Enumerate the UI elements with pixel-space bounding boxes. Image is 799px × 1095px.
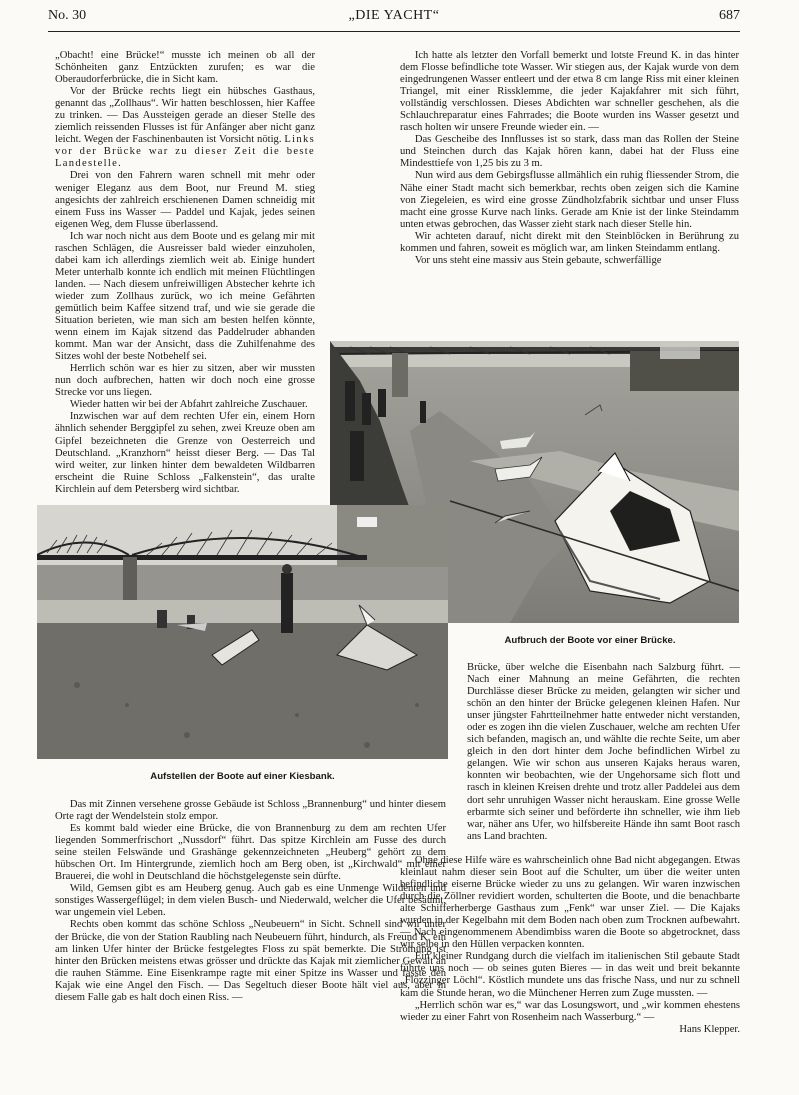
- caption-boats-gravel: Aufstellen der Boote auf einer Kiesbank.: [150, 771, 335, 782]
- spaced-text: Links vor der Brücke war zu dieser Zeit die beste Landestelle.: [55, 134, 316, 170]
- paragraph: Vor uns steht eine massiv aus Stein gebaute, schwerfällige: [414, 254, 662, 266]
- paragraph: Brücke, über welche die Eisenbahn nach Salzburg führt. — Nach einer Mahnung an meine Gefährten, die rechten Durchlässe dieser Brücke zu meiden, gelangten wir sicher und schön an den hinter der Brücke gelegenen kleinen Hafen. Nur unser jüngster Fahrtteilnehmer hatte entweder nicht verstanden, oder es zogen ihn die vielen Zuschauer, welche am rechten Ufer sich befanden, magisch an, und wählte die rechte Seite, um aber gleich in den dort hinter dem Joche befindlichen Wirbel zu gelangen. Wie wir schon aus unseren Kajaks heraus waren, konnten wir beobachten, wie der Ungehorsame sich flott und rasch in kleinen Kreisen drehte und trotz aller Paddelei aus dem dort sehr unruhigen Wasser nicht herauskam. Eine grosse Welle erbarmte sich seiner und beförderte ihn schneller, wie ihm lieb war, näher ans Ufer, wo hilfsbereite Hände ihn samt Boot rasch ans Land brachten.: [467, 662, 740, 842]
- paragraph: Drei von den Fahrern waren schnell mit mehr oder weniger Eleganz aus dem Boot, nur Freund M. stieg angesichts der zahlreich erschienenen Damen schneidig mit einem Fuss ins Wasser — Paddel und Kajak, jedes seinen eigenen Weg, dem Flusse überlassend.: [55, 170, 315, 230]
- paragraph: Das mit Zinnen versehene grosse Gebäude ist Schloss „Brannenburg“ und hinter diesem Orte ragt der Wendelstein stolz empor.: [55, 799, 446, 823]
- paragraph: „Herrlich schön war es,“ war das Losungswort, und „wir kommen ehestens wieder zu einer Fahrt von Rosenheim nach Wasserburg.“ —: [400, 999, 740, 1023]
- header-rule: [48, 31, 740, 32]
- author-signature: Hans Klepper.: [679, 1023, 740, 1035]
- caption-boats-departing: Aufbruch der Boote vor einer Brücke.: [504, 635, 676, 646]
- paragraph: Ein kleiner Rundgang durch die vielfach im italienischen Stil gebaute Stadt führte uns noch — ob seines guten Bieres — in das weit und breit bekannte „Flözzinger Löchl“. Köstlich mundete uns das frische Nass, und nur zu schnell kam die Stunde heran, wo die Münchener Herren zum Zuge mussten. —: [400, 951, 740, 999]
- photo-boats-gravel-bank: [37, 505, 448, 759]
- paragraph: Ich hatte als letzter den Vorfall bemerkt und lotste Freund K. in das hinter dem Flosse befindliche tote Wasser. Wir stiegen aus, der Kajak wurde von dem eingedrungenen Wasser entleert und der etwa 8 cm lange Riss mit einer kleinen Triangel, mit einer Rissklemme, die jeder Kajakfahrer mit sich führt, vollständig verschlossen. Dieses Abdichten war schneller geschehen, als die Schlauchreparatur eines Fahrrades; die Boote wurden ins Wasser gesetzt und rasch holten wir unsere Freunde wieder ein. —: [400, 50, 739, 134]
- photo-illustration: [37, 505, 448, 759]
- paragraph: Wild, Gemsen gibt es am Heuberg genug. Auch gab es eine Unmenge Wildenten und sonstiges Wassergeflügel; in dem vielen Busch- und Niederwald, welcher die Ufer besäumt, war ungemein viel Leben.: [55, 883, 446, 919]
- paragraph: Herrlich schön war es hier zu sitzen, aber wir mussten nun doch aufbrechen, hatten wir doch noch eine grosse Strecke vor uns liegen.: [55, 363, 315, 399]
- paragraph: Wieder hatten wir bei der Abfahrt zahlreiche Zuschauer.: [69, 399, 308, 411]
- paragraph: Rechts oben kommt das schöne Schloss „Neubeuern“ in Sicht. Schnell sind wir unter der Brücke, die von der Station Raubling nach Neubeuern führt, hindurch, als Freund K. ein am linken Ufer hinter der Brücke festgelegtes Floss zu spät bemerkte. Die Strömung ist hinter den Brücken meistens etwas grösser und drückte das Kajak mit ziemlicher Gewalt an die rauhen Stämme. Eine Eisenkrampe ragte mit einer Spitze ins Wasser und fasste den Kajak wie eine Angel den Fisch. — Das Segeltuch dieser Boote hält viel aus, aber in diesem Falle gab es halt doch einen Riss. —: [55, 919, 446, 1003]
- paragraph: Nun wird aus dem Gebirgsflusse allmählich ein ruhig fliessender Strom, die Nähe einer Stadt macht sich bemerkbar, rechts oben zeigen sich die Kamine von Ziegeleien, es wird eine grosse Zündholzfabrik sichtbar und unser Fluss macht eine grosse Kurve nach links. Gerade am Knie ist der linke Steindamm unten etwas gebrochen, das Wasser zieht stark nach dieser Stelle hin.: [400, 170, 739, 230]
- issue-number: No. 30: [48, 8, 87, 23]
- paragraph: Ich war noch nicht aus dem Boote und es gelang mir mit raschen Schlägen, die Ausreisser bald wieder einzuholen, dabei kam ich allerdings ziemlich weit ab. Einige hundert Meter unterhalb konnte ich endlich mit meinen Flüchtlingen landen. — Nach diesem unfreiwilligen Abstecher kehrte ich wieder zum Zollhaus zurück, wo ich meine Gefährten gemütlich beim Kaffee sitzend traf, und wie sie gerade die Situation berieten, wie man sich am besten helfen könnte, wenn einem im Kajak sitzend das Paddelruder abhanden kommt. Man war der Ansicht, dass die Zuhilfenahme des Sitzes wohl der beste Notbehelf sei.: [55, 230, 315, 363]
- right-column-top: [400, 50, 739, 267]
- paragraph: [55, 86, 315, 170]
- paragraph: Es kommt bald wieder eine Brücke, die von Brannenburg zu dem am rechten Ufer liegenden Sommerfrischort „Nussdorf“ führt. Das spitze Kirchlein am Fusse des durch seine steilen Felswände und Grashänge gekennzeichneten „Heuberg“ gehört zu dem hübschen Ort. Im Hintergrunde, ziemlich hoch am Berg oben, ist „Kirchwald“ mit einer Brauerei, die wohl in Deutschland die höchstgelegenste sein dürfte.: [55, 823, 446, 883]
- paragraph: Wir achteten darauf, nicht direkt mit den Steinblöcken in Berührung zu kommen und fahren, soweit es möglich war, am linken Steindamm entlang.: [400, 230, 739, 254]
- journal-title: „DIE YACHT“: [348, 8, 440, 23]
- page-header: [48, 8, 740, 30]
- paragraph: Das Gescheibe des Innflusses ist so stark, dass man das Rollen der Steine und Steinchen durch das Kajak hören kann, dabei hat der Fluss eine Mindesttiefe von 1,25 bis zu 3 m.: [400, 134, 739, 170]
- paragraph: „Obacht! eine Brücke!“ musste ich meinen ob all der Schönheiten ganz Entzückten zurufen; es war die Oberaudorferbrücke, die in Sicht kam.: [55, 50, 315, 86]
- left-column-bottom: [55, 799, 446, 1004]
- right-column-bottom: [467, 662, 740, 843]
- paragraph: Inzwischen war auf dem rechten Ufer ein, einem Horn ähnlich sehender Berggipfel zu sehen, zwei Kreuze oben am Gipfel bezeichneten die Grenze von Oesterreich und Deutschland. „Kranzhorn“ heisst dieser Berg. — Das Tal wird weiter, zur linken hinter dem bewaldeten Wildbarren erscheint die Ruine Schloss „Falkenstein“, das uralte Kirchlein auf dem Petersberg wird sichtbar.: [55, 411, 315, 495]
- left-column-top: [55, 50, 315, 496]
- right-column-continuation: [400, 855, 740, 1036]
- paragraph-text: Vor der Brücke rechts liegt ein hübsches Gasthaus, genannt das „Zollhaus“. Wir hatten beschlossen, hier Kaffee zu trinken. — Das Aussteigen gerade an dieser Stelle des ziemlich reissenden Flusses ist für Anfänger aber nicht ganz leicht. Wegen der Faschinenbauten ist Vorsicht nötig.: [55, 86, 315, 146]
- paragraph: Ohne diese Hilfe wäre es wahrscheinlich ohne Bad nicht abgegangen. Etwas kleinlaut nahm dieser sein Boot auf die Schulter, um über die weiter unten befindliche eiserne Brücke wieder zu uns zu gelangen. Wir waren inzwischen durch die Zöllner revidiert worden, schulterten die Boote, und die benachbarte alte Schifferherberge Gasthaus zum „Fenk“ war unser Ziel. — Die Kajaks wurden in der Kegelbahn mit dem Boden nach oben zum Trocknen aufbewahrt. — Nach eingenommenem Abendimbiss waren die Boote so abgetrocknet, dass wir selbe in den Hüllen verpacken konnten.: [400, 855, 740, 951]
- page-number: 687: [719, 8, 740, 23]
